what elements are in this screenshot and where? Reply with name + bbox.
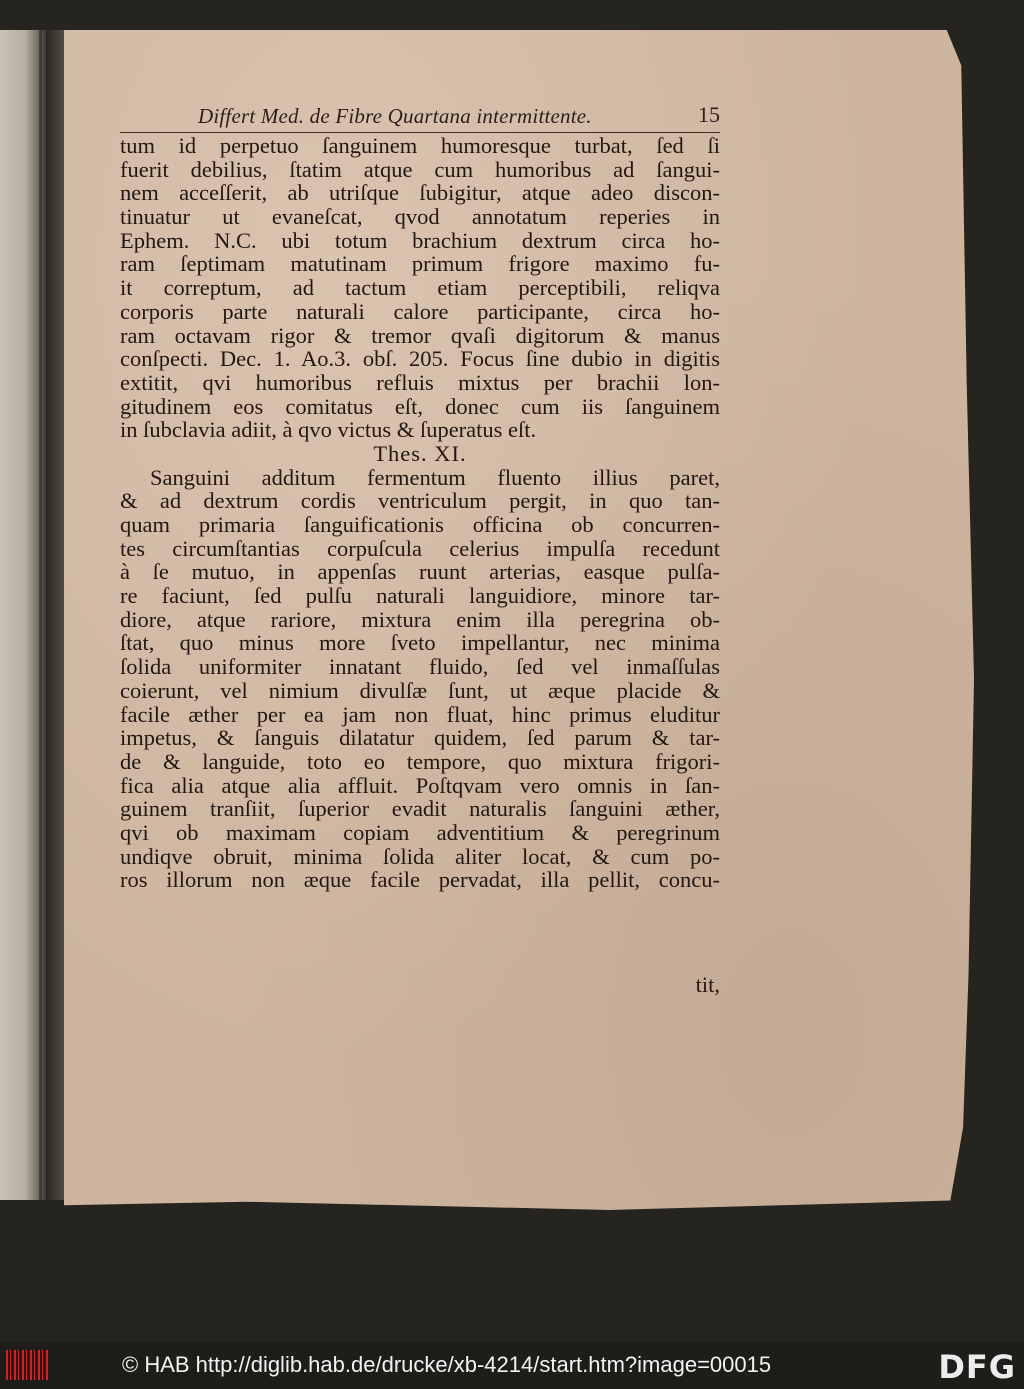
text-line: it correptum, ad tactum etiam perceptibili, reliqva xyxy=(120,275,720,301)
text-line: fica alia atque alia affluit. Poſtqvam vero omnis in ſan- xyxy=(120,772,720,798)
dfg-logo: DFG xyxy=(938,1348,1016,1386)
running-title: Differt Med. de Fibre Quartana intermittente. xyxy=(198,104,592,128)
text-line: ram octavam rigor & tremor qvaſi digitorum & manus xyxy=(120,322,720,348)
barcode-icon xyxy=(6,1350,48,1380)
text-line: undiqve obruit, minima ſolida aliter locat, & cum po- xyxy=(120,843,720,869)
text-line: Sanguini additum fermentum fluento illius paret, xyxy=(150,464,720,490)
text-line: gitudinem eos comitatus eſt, donec cum iis ſanguinem xyxy=(120,393,720,419)
text-line: ros illorum non æque facile pervadat, illa pellit, concu- xyxy=(120,867,720,893)
text-line: facile æther per ea jam non fluat, hinc primus eluditur xyxy=(120,701,720,727)
text-line: & ad dextrum cordis ventriculum pergit, in quo tan- xyxy=(120,488,720,514)
body-text xyxy=(120,134,720,892)
text-line: tum id perpetuo ſanguinem humoresque turbat, ſed ſi xyxy=(120,133,720,158)
facing-page-edge xyxy=(0,30,46,1200)
text-line: tes circumſtantias corpuſcula celerius impulſa recedunt xyxy=(120,535,720,561)
section-heading: Thes. XI. xyxy=(373,440,467,466)
text-line: de & languide, toto eo tempore, quo mixtura frigori- xyxy=(120,748,720,774)
text-line: ram ſeptimam matutinam primum frigore maximo fu- xyxy=(120,251,720,277)
text-line: tinuatur ut evaneſcat, qvod annotatum reperies in xyxy=(120,204,720,230)
text-line: in ſubclavia adiit, à qvo victus & ſuperatus eſt. xyxy=(120,417,537,443)
text-line: quam primaria ſanguificationis officina ob concurren- xyxy=(120,512,720,537)
source-link[interactable]: © HAB http://diglib.hab.de/drucke/xb-4214/start.htm?image=00015 xyxy=(122,1352,772,1377)
text-line: impetus, & ſanguis dilatatur quidem, ſed parum & tar- xyxy=(120,725,720,751)
text-line: nem acceſſerit, ab utriſque ſubigitur, atque adeo discon- xyxy=(120,180,720,206)
viewer-footer xyxy=(0,1342,1024,1389)
text-line: ſtat, quo minus more ſveto impellantur, nec minima xyxy=(120,630,720,656)
text-line: qvi ob maximam copiam adventitium & peregrinum xyxy=(120,819,720,845)
text-line: corporis parte naturali calore participante, circa ho- xyxy=(120,298,720,324)
text-line: Ephem. N.C. ubi totum brachium dextrum circa ho- xyxy=(120,227,720,253)
text-line: ſolida uniformiter innatant fluido, ſed vel inmaſſulas xyxy=(120,654,720,680)
text-line: conſpecti. Dec. 1. Ao.3. obſ. 205. Focus ſine dubio in digitis xyxy=(120,346,720,372)
page-number: 15 xyxy=(698,102,720,127)
running-head xyxy=(120,104,720,133)
text-line: extitit, qvi humoribus refluis mixtus per brachii lon- xyxy=(120,369,720,395)
text-line: re faciunt, ſed pulſu naturali languidiore, minore tar- xyxy=(120,583,720,609)
text-line: à ſe mutuo, in appenſas ruunt arterias, easque pulſa- xyxy=(120,559,720,585)
catchword: tit, xyxy=(695,972,720,997)
text-line: coierunt, vel nimium divulſæ ſunt, ut æque placide & xyxy=(120,677,720,703)
text-line: diore, atque rariore, mixtura enim illa peregrina ob- xyxy=(120,606,720,632)
text-line: fuerit debilius, ſtatim atque cum humoribus ad ſangui- xyxy=(120,156,720,182)
text-line: guinem tranſiit, ſuperior evadit naturalis ſanguini æther, xyxy=(120,796,720,822)
